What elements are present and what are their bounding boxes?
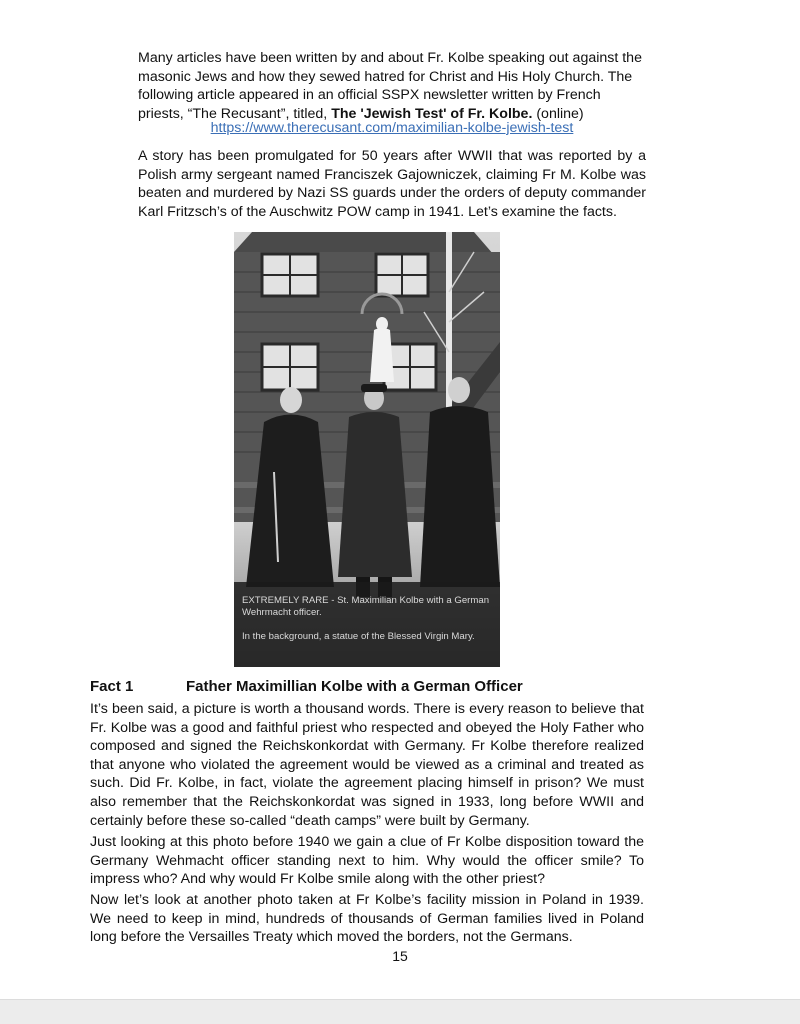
photo-reflection-paragraph: Just looking at this photo before 1940 we gain a clue of Fr Kolbe disposition toward the Germany Wehmacht officer standing next to him. Why would the officer smile? To impress who? And why would Fr Kolbe smile along with the other priest? bbox=[90, 834, 644, 888]
story-paragraph: A story has been promulgated for 50 years after WWII that was reported by a Polish army sergeant named Franciszek Gajowniczek, claiming Fr M. Kolbe was beaten and murdered by Nazi SS guards under the orders of deputy commander Karl Fritzsch’s of the Auschwitz POW camp in 1941. Let’s examine the facts. bbox=[138, 148, 646, 220]
fact1-body-paragraph: It’s been said, a picture is worth a thousand words. There is every reason to believe that Fr. Kolbe was a good and faithful priest who respected and obeyed the Holy Father who composed and signed the Reichskonkordat with Germany. Fr Kolbe therefore realized that anyone who violated the agreement would be viewed as a criminal and treated as such. Did Fr. Kolbe, in fact, violate the agreement placing himself in prison? We must also remember that the Reichskonkordat was signed in 1933, long before WWII and certainly before these so-called “death camps” were built by Germany. bbox=[90, 701, 644, 829]
page-number: 15 bbox=[392, 948, 408, 964]
fact-title: Father Maximillian Kolbe with a German Officer bbox=[186, 678, 523, 695]
photo-caption-background: In the background, a statue of the Blessed Virgin Mary. bbox=[242, 631, 475, 642]
intro-text: Many articles have been written by and about Fr. Kolbe speaking out against the masonic Jews and how they sewed hatred for Christ and His Holy Church. The following article appeared in an official SSPX newsletter written by French priests, “The Recusant”, titled, bbox=[138, 50, 642, 122]
article-title: The 'Jewish Test' of Fr. Kolbe. bbox=[331, 105, 533, 122]
intro-online-note: (online) bbox=[532, 105, 584, 122]
fact-label: Fact 1 bbox=[90, 678, 134, 695]
photo-caption-main: EXTREMELY RARE - St. Maximilian Kolbe with a German Wehrmacht officer. bbox=[242, 595, 490, 618]
article-link[interactable]: https://www.therecusant.com/maximilian-kolbe-jewish-test bbox=[210, 120, 574, 136]
article-link-line bbox=[138, 120, 646, 136]
intro-paragraph bbox=[138, 49, 646, 123]
kolbe-photo bbox=[234, 232, 500, 667]
viewer-bottom-bar bbox=[0, 999, 800, 1024]
next-photo-paragraph: Now let’s look at another photo taken at Fr Kolbe’s facility mission in Poland in 1939. We need to keep in mind, hundreds of thousands of German families lived in Poland long before the Versailles Treaty which moved the borders, not the Germans. bbox=[90, 892, 644, 946]
